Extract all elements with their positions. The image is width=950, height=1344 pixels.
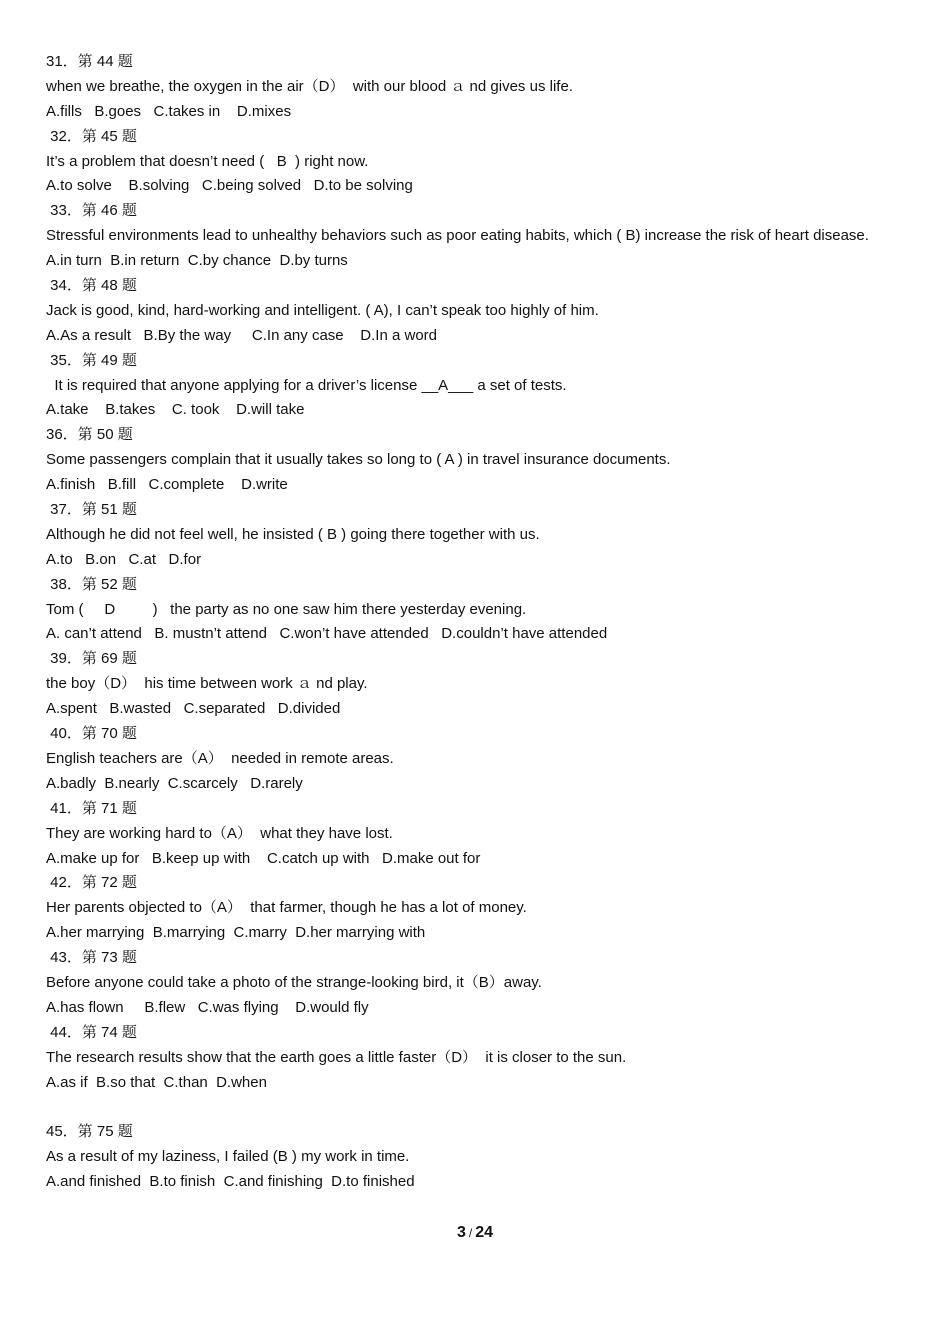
question-text: Her parents objected to（A） that farmer, though he has a lot of money. (46, 899, 527, 917)
question-number: 37．第 51 题 (46, 501, 137, 519)
question-text: when we breathe, the oxygen in the air（D） with our blood ａ nd gives us life. (46, 77, 573, 95)
question-number: 41．第 71 题 (46, 799, 137, 817)
question-text: Although he did not feel well, he insisted ( B ) going there together with us. (46, 525, 540, 543)
answer-options: A.her marrying B.marrying C.marry D.her marrying with (46, 924, 426, 942)
page-number (0, 1224, 950, 1242)
question-number: 34．第 48 题 (46, 277, 137, 295)
question-number: 39．第 69 题 (46, 650, 137, 668)
question-number: 43．第 73 题 (46, 949, 137, 967)
question-number: 40．第 70 题 (46, 725, 137, 743)
answer-options: A.take B.takes C. took D.will take (46, 401, 305, 419)
question-number: 38．第 52 题 (46, 575, 137, 593)
question-number: 33．第 46 题 (46, 202, 137, 220)
question-number: 36．第 50 题 (46, 426, 133, 444)
question-number: 31．第 44 题 (46, 53, 133, 70)
answer-options: A.to solve B.solving C.being solved D.to be solving (46, 177, 413, 195)
answer-options: A.to B.on C.at D.for (46, 550, 202, 568)
question-text: It’s a problem that doesn’t need ( B ) right now. (46, 152, 369, 170)
answer-options: A.fills B.goes C.takes in D.mixes (46, 102, 292, 120)
answer-options: A.As a result B.By the way C.In any case D.In a word (46, 326, 437, 344)
question-text: Stressful environments lead to unhealthy behaviors such as poor eating habits, which ( B) increase the risk of heart disease. (46, 227, 869, 245)
page-current: 3 (456, 1224, 466, 1241)
question-number: 35．第 49 题 (46, 351, 137, 369)
answer-options: A.in turn B.in return C.by chance D.by turns (46, 252, 348, 270)
question-text: As a result of my laziness, I failed (B ) my work in time. (46, 1148, 410, 1166)
answer-options: A.badly B.nearly C.scarcely D.rarely (46, 774, 303, 792)
page-separator: / (468, 1226, 473, 1240)
question-text: The research results show that the earth goes a little faster（D） it is closer to the sun. (46, 1048, 627, 1066)
answer-options: A.has flown B.flew C.was flying D.would fly (46, 998, 369, 1016)
answer-options: A.as if B.so that C.than D.when (46, 1073, 267, 1091)
question-text: English teachers are（A） needed in remote areas. (46, 749, 394, 767)
question-number: 32．第 45 题 (46, 127, 137, 145)
page-total: 24 (475, 1224, 494, 1241)
question-number: 45．第 75 题 (46, 1123, 133, 1141)
answer-options: A.make up for B.keep up with C.catch up with D.make out for (46, 849, 481, 867)
question-text: Before anyone could take a photo of the strange-looking bird, it（B）away. (46, 973, 542, 991)
answer-options: A.finish B.fill C.complete D.write (46, 476, 288, 494)
blank-line (46, 1095, 916, 1120)
question-text: the boy（D） his time between work ａ nd play. (46, 675, 368, 693)
question-text: It is required that anyone applying for a driver’s license __A___ a set of tests. (46, 376, 567, 394)
question-number: 44．第 74 题 (46, 1023, 137, 1041)
answer-options: A. can’t attend B. mustn’t attend C.won’t have attended D.couldn’t have attended (46, 625, 608, 643)
answer-options: A.and finished B.to finish C.and finishing D.to finished (46, 1173, 415, 1191)
question-text: Tom ( D ) the party as no one saw him there yesterday evening. (46, 600, 527, 618)
answer-options: A.spent B.wasted C.separated D.divided (46, 700, 341, 718)
document-body (46, 50, 916, 1195)
question-text: Jack is good, kind, hard-working and intelligent. ( A), I can’t speak too highly of him. (46, 301, 599, 319)
question-text: Some passengers complain that it usually takes so long to ( A ) in travel insurance documents. (46, 451, 671, 469)
question-number: 42．第 72 题 (46, 874, 137, 892)
question-text: They are working hard to（A） what they have lost. (46, 824, 393, 842)
